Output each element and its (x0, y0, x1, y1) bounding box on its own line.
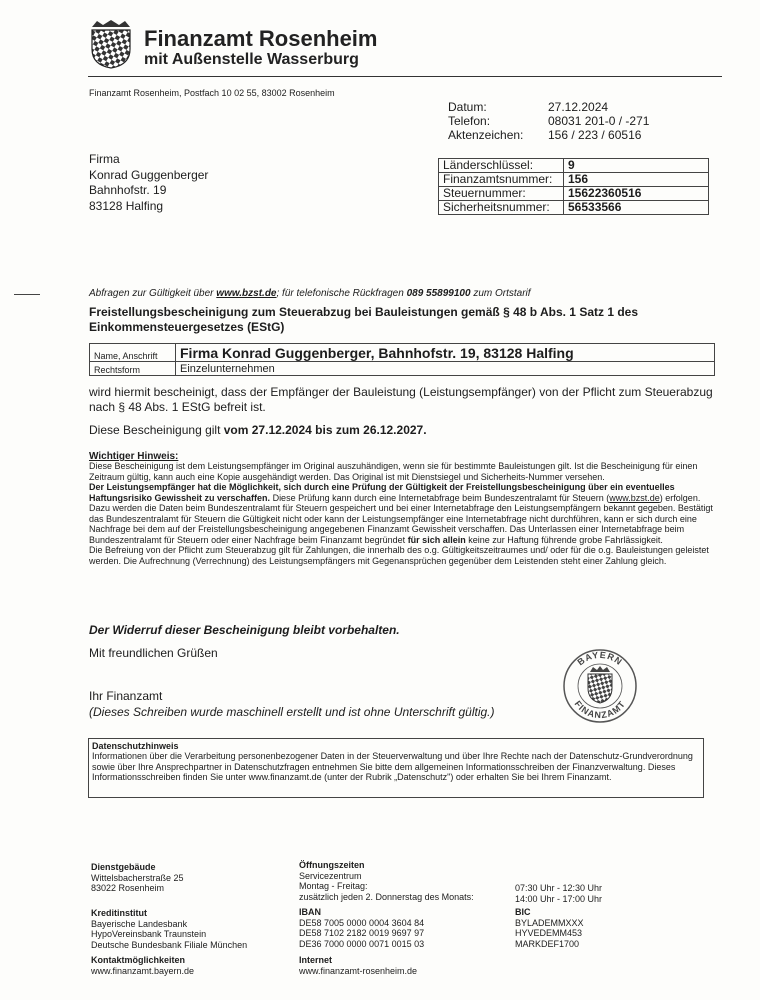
recipient-line: 83128 Halfing (89, 198, 164, 213)
hint-bold: Der Leistungsempfänger hat die Möglichkeit, sich durch eine Prüfung der Gültigkeit der Freistellungsbescheinigung über ein eventuelles Haftungsrisiko Gewissheit zu verschaffen. (89, 482, 675, 503)
machine-generated-note: (Dieses Schreiben wurde maschinell erstellt und ist ohne Unterschrift gültig.) (89, 705, 495, 719)
footer-building (91, 862, 184, 894)
table-label: Finanzamtsnummer: (439, 173, 564, 187)
footer-bank (91, 908, 247, 950)
footer-line: 07:30 Uhr - 12:30 Uhr (515, 883, 603, 893)
footer-heading: Kontaktmöglichkeiten (91, 955, 186, 965)
footer-line: DE58 7102 2182 0019 9697 97 (299, 928, 425, 938)
seal-bottom-text: FINANZAMT (572, 698, 628, 721)
validity-period (89, 423, 427, 437)
footer-hours (515, 883, 602, 904)
footer-internet (299, 955, 417, 976)
table-row (439, 173, 709, 187)
recipient-address (89, 152, 208, 214)
name-label: Name, Anschrift (90, 344, 176, 362)
official-seal (562, 648, 638, 724)
name-table (89, 343, 715, 376)
table-row (439, 201, 709, 215)
footer-heading: Öffnungszeiten (299, 860, 365, 870)
footer-line: Montag - Freitag: (299, 881, 368, 891)
table-row (90, 344, 715, 362)
footer-iban (299, 907, 424, 949)
footer-line: Wittelsbacherstraße 25 (91, 872, 184, 883)
footer-heading: Dienstgebäude (91, 862, 156, 872)
footer-heading: Internet (299, 955, 333, 965)
footer-line: 83022 Rosenheim (91, 883, 165, 893)
footer-line: Servicezentrum (299, 870, 362, 881)
recipient-line: Konrad Guggenberger (89, 167, 209, 182)
file-number-label: Aktenzeichen: (448, 128, 524, 142)
footer-link[interactable]: www.finanzamt.bayern.de (91, 965, 195, 976)
recipient-line: Firma (89, 152, 120, 166)
hint-text-part: keine zur Haftung führende grobe Fahrlässigkeit. (465, 534, 663, 545)
revocation-note: Der Widerruf dieser Bescheinigung bleibt vorbehalten. (89, 623, 400, 637)
hint-paragraph: Die Befreiung von der Pflicht zum Steuerabzug gilt für Zahlungen, die innerhalb des o.g. Gültigkeitszeitraumes und/ oder für die o.g. Bauleistungen geleistet werden. Die Aufrechnung (Verrechnung) des Leistungsempfängers mit Gegenansprüchen gegenüber dem Leistenden steht einer Zahlung gleich. (89, 545, 709, 566)
table-label: Steuernummer: (439, 187, 564, 201)
bzst-link[interactable]: www.bzst.de (609, 492, 660, 503)
privacy-notice-text: Informationen über die Verarbeitung personenbezogener Daten in der Steuerverwaltung und über Ihre Rechte nach der Datenschutz-Grundverordnung sowie über Ihre Ansprechpartner in Datenschutzfragen entnehmen Sie bitte dem allgemeinen Informationsschreiben der Finanzverwaltung. Dieses Informationsschreiben finden Sie unter www.finanzamt.de (unter der Rubrik „Datenschutz") oder erhalten Sie bei Ihrem Finanzamt. (92, 751, 693, 783)
footer-line: BYLADEMMXXX (515, 917, 584, 928)
date-value: 27.12.2024 (548, 100, 609, 114)
table-label: Länderschlüssel: (439, 159, 564, 173)
seal-top-text: BAYERN (575, 649, 625, 668)
date-label: Datum: (448, 100, 487, 114)
table-value: 56533566 (564, 201, 709, 215)
closing-greeting: Mit freundlichen Grüßen (89, 646, 218, 660)
phone-value: 08031 201-0 / -271 (548, 114, 650, 128)
sender-line: Finanzamt Rosenheim, Postfach 10 02 55, 83002 Rosenheim (89, 88, 335, 98)
query-prefix: Abfragen zur Gültigkeit über (89, 288, 217, 299)
table-row (439, 187, 709, 201)
file-number-value: 156 / 223 / 60516 (548, 128, 642, 142)
signature-line: Ihr Finanzamt (89, 689, 163, 703)
bzst-link[interactable]: www.bzst.de (216, 288, 277, 299)
office-subtitle: mit Außenstelle Wasserburg (144, 51, 359, 68)
header-divider (88, 76, 722, 77)
legal-form-label: Rechtsform (90, 362, 176, 376)
recipient-line: Bahnhofstr. 19 (89, 183, 167, 197)
legal-form-value: Einzelunternehmen (176, 362, 715, 376)
validity-query-line (89, 288, 531, 299)
query-suffix: zum Ortstarif (470, 288, 531, 299)
footer-line: zusätzlich jeden 2. Donnerstag des Monats: (299, 891, 474, 902)
query-phone: 089 55899100 (406, 288, 471, 299)
footer-link[interactable]: www.finanzamt-rosenheim.de (299, 965, 418, 976)
hint-title: Wichtiger Hinweis: (89, 451, 179, 462)
footer-heading: IBAN (299, 907, 321, 917)
bavaria-coat-of-arms-logo (89, 19, 133, 69)
footer-line: HypoVereinsbank Traunstein (91, 929, 207, 939)
footer-line: Bayerische Landesbank (91, 918, 188, 929)
footer-line: MARKDEF1700 (515, 938, 580, 949)
hint-paragraph (89, 482, 719, 545)
footer-line: HYVEDEMM453 (515, 928, 583, 938)
footer-opening-hours (299, 860, 474, 902)
privacy-notice-title: Datenschutzhinweis (92, 741, 179, 751)
svg-text:BAYERN (576, 650, 625, 668)
fold-mark (14, 294, 40, 295)
hint-bold: für sich allein (407, 534, 466, 545)
footer-heading: Kreditinstitut (91, 908, 147, 918)
footer-bic (515, 907, 584, 949)
table-value: 156 (564, 173, 709, 187)
office-title: Finanzamt Rosenheim (144, 26, 378, 51)
validity-prefix: Diese Bescheinigung gilt (89, 423, 224, 437)
certificate-title: Freistellungsbescheinigung zum Steuerabzug bei Bauleistungen gemäß § 48 b Abs. 1 Satz 1 des Einkommensteuergesetzes (EStG) (89, 305, 639, 334)
exemption-statement: wird hiermit bescheinigt, dass der Empfänger der Bauleistung (Leistungsempfänger) von der Pflicht zum Steuerabzug nach § 48 Abs. 1 EStG befreit ist. (89, 385, 713, 414)
hint-text-part: ) erfolgen. Dazu werden die Daten beim Bundeszentralamt für Steuern gespeichert und bei einer Internetabfrage den Leistungsempfängern bekannt gegeben. Bestätigt das Bundeszentralamt für Steuern die Gültigkeit nicht oder kann der Leistungsempfänger eine Internetabfrage nicht durchführen, kann er sich durch eine Nachfrage bei dem auf der Freistellungsbescheinigung angegebenen Finanzamt Gewissheit verschaffen. Das Unterlassen einer Internetabfrage beim Bundeszentralamt für Steuern oder einer Nachfrage beim Finanzamt begründet (89, 492, 713, 545)
tax-id-table (438, 158, 709, 215)
hint-text (89, 461, 719, 566)
footer-heading: BIC (515, 907, 531, 917)
validity-range: vom 27.12.2024 bis zum 26.12.2027. (223, 423, 427, 437)
table-label: Sicherheitsnummer: (439, 201, 564, 215)
footer-line: 14:00 Uhr - 17:00 Uhr (515, 893, 603, 904)
query-middle: ; für telefonische Rückfragen (276, 288, 407, 299)
table-row (439, 159, 709, 173)
table-row (90, 362, 715, 376)
footer-line: DE58 7005 0000 0004 3604 84 (299, 917, 425, 928)
phone-label: Telefon: (448, 114, 491, 128)
table-value: 15622360516 (564, 187, 709, 201)
footer-contact (91, 955, 194, 976)
name-value: Firma Konrad Guggenberger, Bahnhofstr. 19, 83128 Halfing (176, 344, 715, 362)
footer-line: Deutsche Bundesbank Filiale München (91, 939, 248, 950)
footer-line: DE36 7000 0000 0071 0015 03 (299, 938, 425, 949)
hint-text-part: Diese Prüfung kann durch eine Internetabfrage beim Bundeszentralamt für Steuern ( (270, 492, 610, 503)
hint-paragraph: Diese Bescheinigung ist dem Leistungsempfänger im Original auszuhändigen, wenn sie für bestimmte Bauleistungen gilt. Ist die Bescheinigung für einen Zeitraum gültig, kann auch eine Kopie ausgehändigt werden. Das Original ist mit Dienstsiegel und Sicherheits-Nummer versehen. (89, 461, 698, 482)
table-value: 9 (564, 159, 709, 173)
